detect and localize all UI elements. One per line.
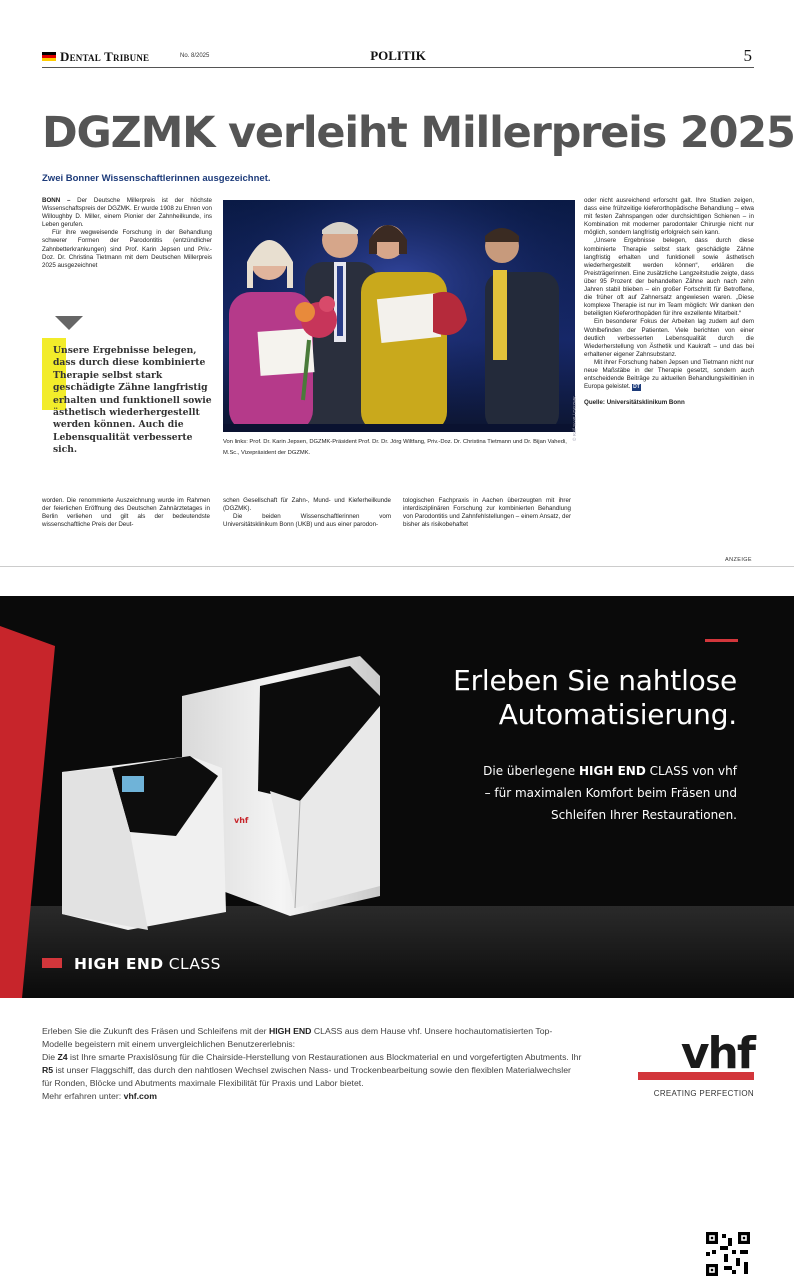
quote-marker-icon: [55, 316, 83, 330]
paragraph: schen Gesellschaft für Zahn-, Mund- und Kieferheilkunde (DGZMK).: [223, 497, 391, 513]
award-photo: [223, 200, 577, 441]
paragraph: oder nicht ausreichend erforscht galt. Ihre Studien zeigen, dass eine frühzeitige kieferorthopädische Behandlung – etwa mit festen Zahnspangen oder durchsichtigen Schienen – in Kombination mit moderner parodontaler Chirurgie nicht nur möglich, sondern langfristig erfolgreich sein kann.: [584, 197, 754, 237]
class-bold: HIGH END: [74, 955, 164, 973]
photo-caption: Von links: Prof. Dr. Karin Jepsen, DGZMK-Präsident Prof. Dr. Dr. Jörg Wiltfang, Priv.-Doz. Dr. Christina Tietmann und Dr. Bijan Vahedi, M.Sc., Vizepräsident der DGZMK.: [223, 439, 567, 456]
end-mark: DT: [633, 384, 640, 391]
ad-footer-line: Mehr erfahren unter:: [42, 1091, 124, 1101]
section-title: POLITIK: [370, 48, 426, 63]
paragraph: worden. Die renommierte Auszeichnung wurde im Rahmen der feierlichen Eröffnung des Deutschen Zahnärztetages in Berlin verliehen und gilt als der bedeutendste wissenschaftliche Preis der Deut-: [42, 497, 210, 529]
paragraph: Ein besonderer Fokus der Arbeiten lag zudem auf dem Wohlbefinden der Patienten. Viele berichten von einer deutlich verbesserten Lebensqualität durch die Wiederherstellung von Ästhetik und Kaukraft – und das bei erhaltener eigener Zahnsubstanz.: [584, 318, 754, 358]
award-photo-illustration: [223, 200, 575, 432]
website-link[interactable]: vhf.com: [123, 1091, 157, 1101]
paragraph: Der Deutsche Millerpreis ist der höchste Wissenschaftspreis der DGZMK. Er wurde 1908 zu Ehren von Willoughby D. Miller, einem Pionier der Zahnheilkunde, ins Leben gerufen.: [42, 197, 212, 229]
article-headline: DGZMK verleiht Millerpreis 2025: [42, 108, 795, 158]
photo-credit: © Rolf Scott / DGZMK: [572, 396, 577, 441]
class-rest: CLASS: [163, 955, 221, 973]
ad-footer-line: ist unser Flaggschiff, das durch den nahtlosen Wechsel zwischen Nass- und Trockenbearbeitung sowie den flexiblen Materialwechsler für Ronden, Blöcke und Abutments maximale Flexibilität für Praxis und Labor bietet.: [42, 1065, 571, 1088]
article-bottom-column-1: [42, 497, 210, 529]
paragraph: Für ihre wegweisende Forschung in der Behandlung schwerer Formen der Parodontitis (entzündlicher Zahnbetterkrankungen) sind Prof. Karin Jepsen und Priv.-Doz. Dr. Christina Tietmann mit dem Deutschen Millerpreis 2025 ausgezeichnet: [42, 229, 212, 269]
ad-body-text: CLASS von vhf: [645, 764, 737, 778]
paragraph: Die beiden Wissenschaftlerinnen vom Universitätsklinikum Bonn (UKB) und aus einer parodon-: [223, 513, 391, 529]
logo-tagline: CREATING PERFECTION: [653, 1089, 754, 1098]
ad-footer-bold: Z4: [57, 1052, 68, 1062]
vhf-logo: [638, 1028, 754, 1100]
pull-quote: Unsere Ergebnisse belegen, dass durch diese kombinierte Therapie selbst stark geschädigte Zähne langfristig erhalten und funktionell sowie ästhetisch wiederhergestellt werden können. Auch die Lebensqualität verbesserte sich.: [53, 345, 212, 456]
section-divider: [0, 566, 794, 567]
vhf-advertisement: [0, 596, 794, 998]
ad-body: [483, 760, 737, 826]
ad-headline-line: Automatisierung.: [498, 698, 737, 731]
paragraph: tologischen Fachpraxis in Aachen überzeugten mit ihrer interdisziplinären Forschung zur kombinierten Behandlung von Parodontitis und Zahnfehlstellungen – einem Ansatz, der bisher als risikobehaftet: [403, 497, 571, 529]
accent-bar: [705, 639, 738, 642]
publication-logo: Dental Tribune: [60, 49, 150, 64]
paragraph: „Unsere Ergebnisse belegen, dass durch diese kombinierte Therapie selbst stark geschädigte Zähne langfristig erhalten und funktionell sowie ästhetisch wiederhergestellt werden können“, erklären die Preisträgerinnen. Eine zusätzliche Langzeitstudie zeigte, dass über 95 Prozent der behandelten Zähne auch nach zehn Jahren stabil blieben – ein großer Fortschritt für Betroffene, die früher oft auf Zahnersatz angewiesen waren. „Diese komplexe Therapie ist nur im Team möglich: Wir danken den beteiligten Kieferorthopäden für ihre exzellente Mitarbeit.“: [584, 237, 754, 318]
article-source: Quelle: Universitätsklinikum Bonn: [584, 399, 685, 407]
paragraph: Mit ihrer Forschung haben Jepsen und Tietmann nicht nur neue Maßstäbe in der Therapie gesetzt, sondern auch entscheidende Beiträge zu aktuellen Behandlungsleitlinien in Europa geleistet.: [584, 358, 754, 391]
ad-body-text: Die überlegene: [483, 764, 579, 778]
qr-code-icon[interactable]: [704, 1230, 752, 1278]
red-square-icon: [42, 958, 62, 968]
machine-logo: vhf: [234, 816, 249, 825]
article-column-1: [42, 197, 212, 270]
ad-footer-line: ist Ihre smarte Praxislösung für die Chairside-Herstellung von Restaurationen aus Blockmaterial en und vorgefertigten Abutments. Ihr: [67, 1052, 582, 1062]
article-subhead: Zwei Bonner Wissenschaftlerinnen ausgezeichnet.: [42, 173, 271, 184]
ad-footer-line: Erleben Sie die Zukunft des Fräsen und Schleifens mit der: [42, 1026, 269, 1036]
ad-body-text: Schleifen Ihrer Restaurationen.: [550, 808, 737, 822]
ad-footer-line: CLASS aus dem Hause vhf. Unsere hochautomatisierten Top-Modelle begeistern mit einem unvergleichlichen Benutzererlebnis:: [42, 1026, 553, 1049]
dateline: BONN –: [42, 197, 71, 204]
ad-footer-bold: HIGH END: [268, 1026, 312, 1036]
issue-number: No. 8/2025: [180, 53, 210, 59]
page-number: 5: [743, 46, 752, 65]
page-header: [42, 46, 754, 68]
ad-label: ANZEIGE: [725, 557, 752, 563]
ad-body-bold: HIGH END: [579, 764, 646, 778]
ad-headline-line: Erleben Sie nahtlose: [453, 664, 737, 697]
ad-footer-bold: R5: [42, 1065, 54, 1075]
article-column-3: [584, 197, 754, 407]
product-class: [42, 955, 221, 973]
ad-footer-text: [42, 1025, 582, 1103]
ad-headline: [453, 664, 737, 732]
ad-footer-line: Die: [42, 1052, 58, 1062]
article-bottom-column-2: [223, 497, 391, 529]
ad-body-text: – für maximalen Komfort beim Fräsen und: [484, 786, 737, 800]
logo-wordmark: vhf: [680, 1028, 754, 1079]
article-bottom-column-3: [403, 497, 571, 529]
